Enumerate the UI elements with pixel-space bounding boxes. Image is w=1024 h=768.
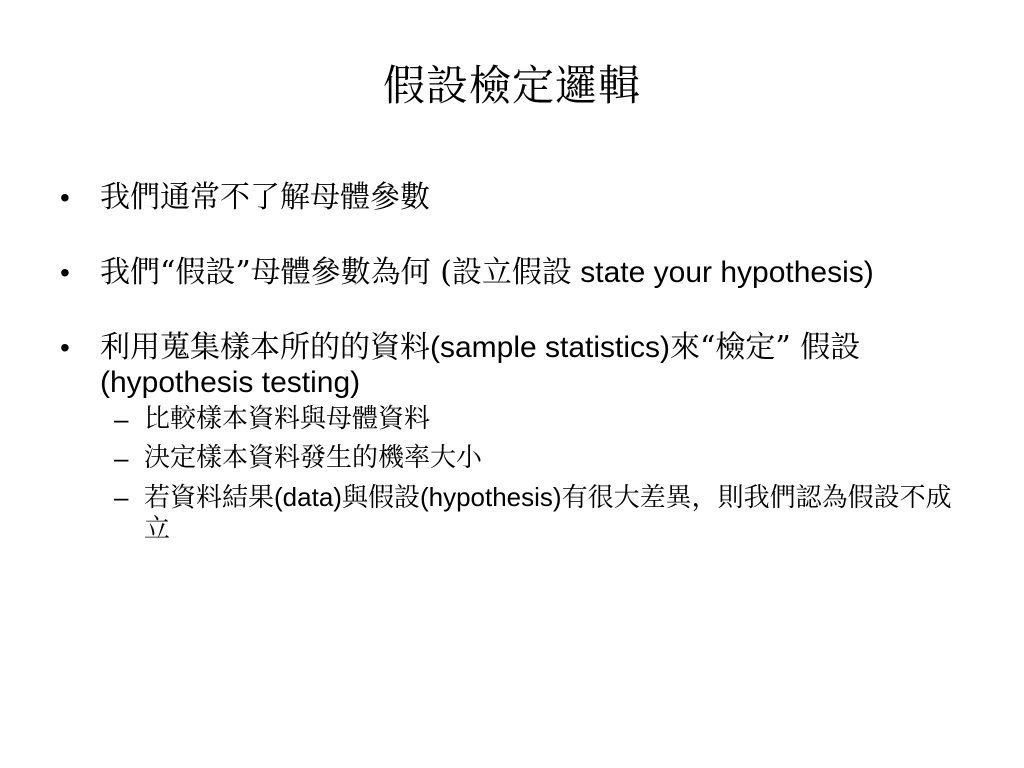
bullet-item-3 — [58, 330, 958, 545]
bullet-text-cjk: 利用蒐集樣本所的的資料 — [100, 330, 430, 365]
sub-bullet-list — [100, 404, 958, 545]
bullet-list — [58, 180, 958, 553]
bullet-text: 我們通常不了解母體參數 — [100, 180, 430, 215]
bullet-text-latin: (sample statistics) — [430, 331, 671, 364]
sub-bullet-item-2 — [100, 443, 958, 474]
sub-bullet-marker: – — [114, 482, 129, 512]
sub-bullet-text-a: 若資料結果 — [144, 483, 275, 513]
bullet-text-cjk: 我們“假設”母體參數為何 (設立假設 — [100, 255, 572, 290]
sub-bullet-item-3 — [100, 482, 958, 545]
sub-bullet-marker: – — [114, 404, 129, 434]
sub-bullet-text-e: 有很大差異，則我們認為假設不成立 — [144, 483, 952, 544]
bullet-item-1 — [58, 180, 958, 215]
sub-bullet-item-1 — [100, 404, 958, 435]
sub-bullet-text-d: (hypothesis) — [419, 482, 562, 512]
bullet-marker: • — [60, 182, 70, 213]
sub-bullet-text-b: (data) — [274, 482, 342, 512]
sub-bullet-text-c: 與假設 — [341, 483, 420, 513]
bullet-marker: • — [60, 332, 70, 363]
bullet-marker: • — [60, 257, 70, 288]
bullet-text-latin-2: (hypothesis testing) — [100, 366, 361, 399]
bullet-item-2 — [58, 255, 958, 290]
sub-bullet-text: 決定樣本資料發生的機率大小 — [144, 443, 483, 473]
bullet-text-latin: state your hypothesis) — [571, 256, 874, 289]
sub-bullet-marker: – — [114, 443, 129, 473]
slide-title: 假設檢定邏輯 — [382, 61, 641, 110]
bullet-text-cjk-2: 來“檢定” 假設 — [670, 330, 861, 365]
sub-bullet-text: 比較樣本資料與母體資料 — [144, 404, 431, 434]
